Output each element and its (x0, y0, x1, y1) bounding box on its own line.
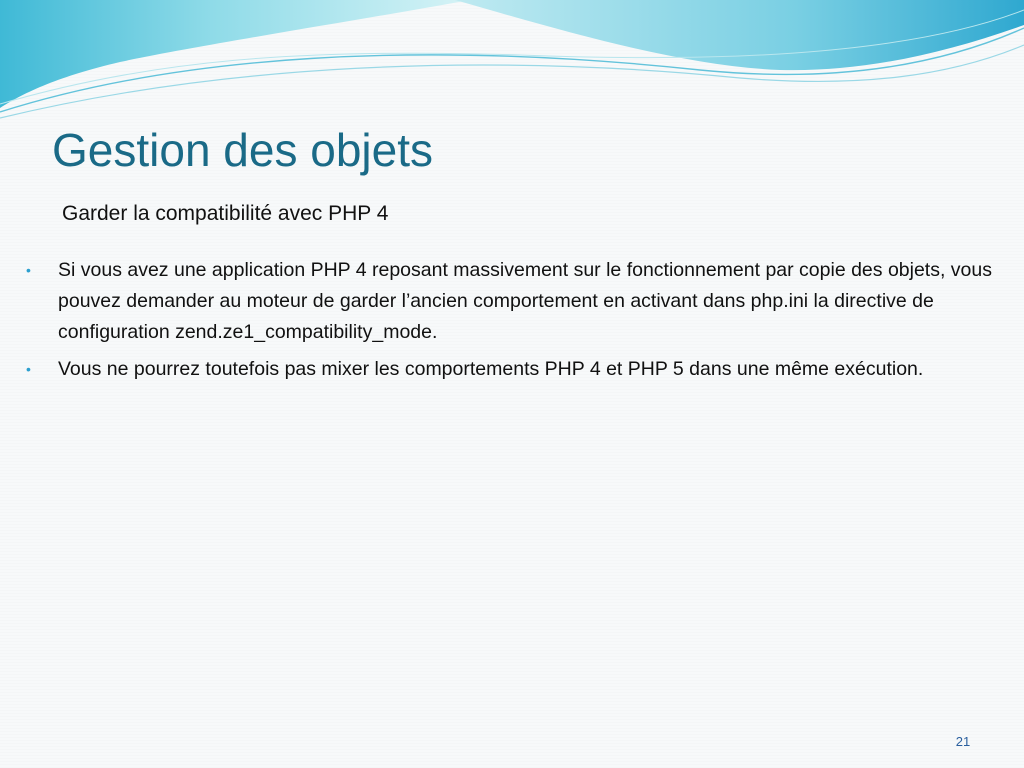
bullet-list (24, 255, 994, 391)
page-number: 21 (955, 734, 971, 749)
bullet-dot-icon: • (26, 262, 31, 278)
slide-subtitle: Garder la compatibilité avec PHP 4 (62, 202, 389, 225)
bullet-text: Si vous avez une application PHP 4 reposant massivement sur le fonctionnement par copie des objets, vous pouvez demander au moteur de garder l’ancien comportement en activant dans php.ini la directive de configuration zend.ze1_compatibility_mode. (58, 259, 993, 343)
bullet-dot-icon: • (26, 361, 31, 377)
wave-header-decoration (0, 0, 1024, 125)
slide-title: Gestion des objets (52, 124, 434, 176)
bullet-item (24, 255, 994, 348)
wave-band-right (455, 0, 1024, 70)
wave-band-left (0, 0, 470, 108)
bullet-item (24, 354, 994, 385)
bullet-text: Vous ne pourrez toutefois pas mixer les comportements PHP 4 et PHP 5 dans une même exécution. (58, 358, 924, 380)
